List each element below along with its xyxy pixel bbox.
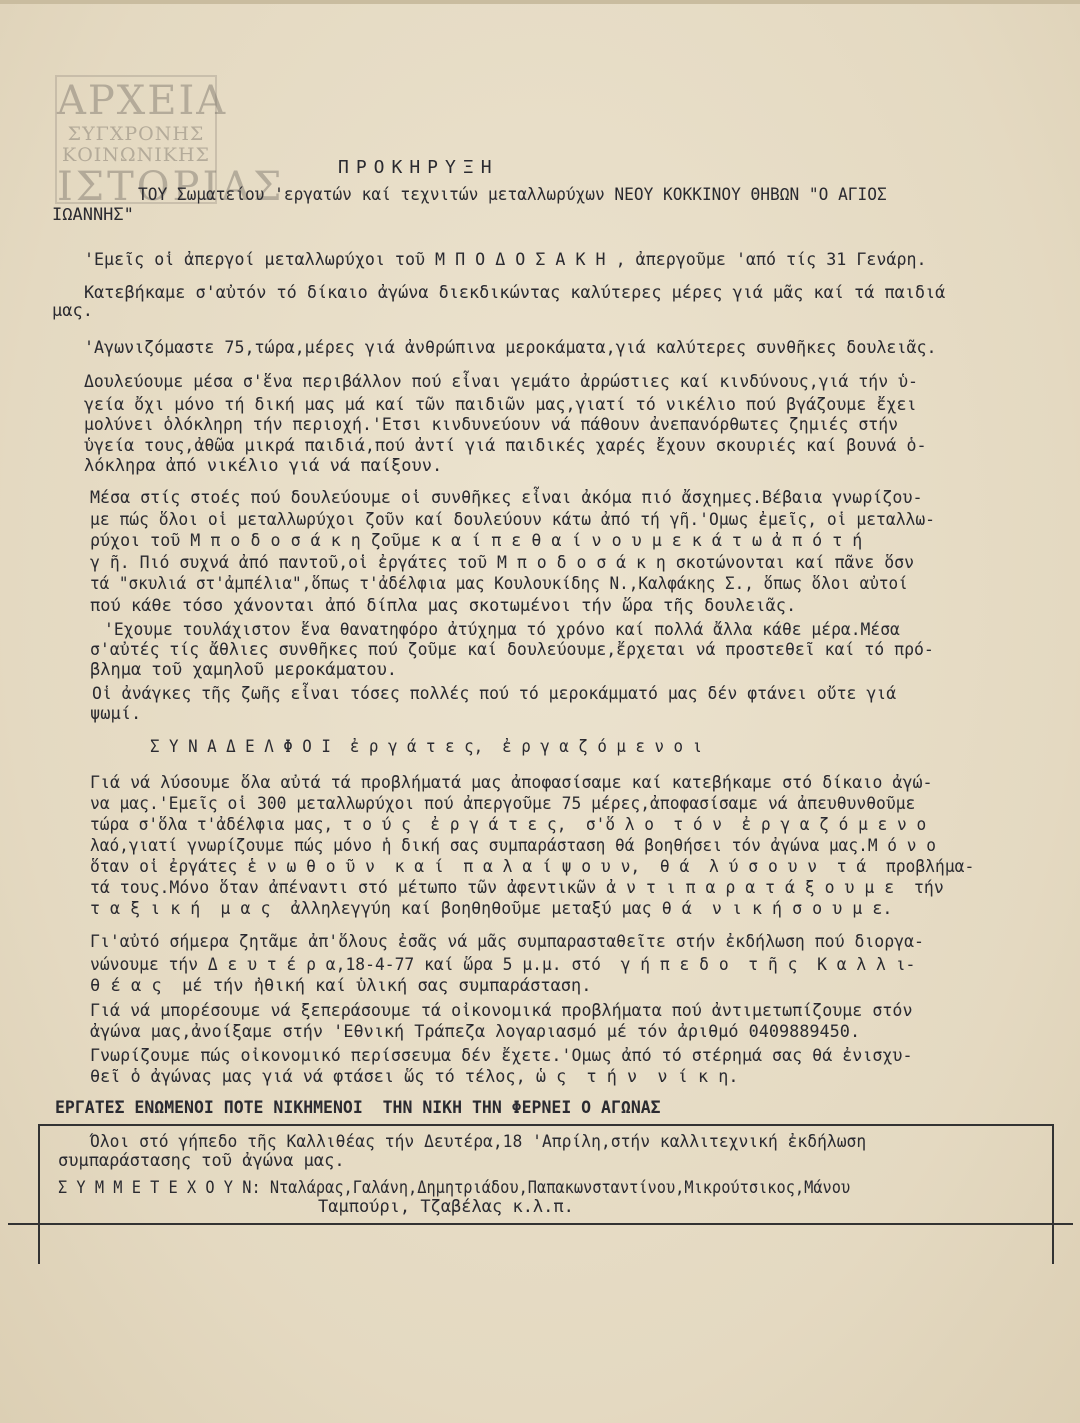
body-line: Γιά νά λύσουμε ὅλα αὐτά τά προβλήματά μας ἀποφασίσαμε καί κατεβήκαμε στό δίκαιο ἀγώ- bbox=[90, 773, 933, 793]
subtitle-line-1: ΤΟΥ Σωματείου 'εργατών καί τεχνιτών μεταλλωρύχων ΝΕΟΥ ΚΟΚΚΙΝΟΥ ΘΗΒΩΝ "Ο ΑΓΙΟΣ bbox=[138, 185, 887, 205]
body-line: μολύνει ὁλόκληρη τήν περιοχή.'Ετσι κινδυνεύουν νά πάθουν ἀνεπανόρθωτες ζημιές στήν bbox=[84, 415, 899, 435]
watermark-line-3: ΚΟΙΝΩΝΙΚΗΣ bbox=[62, 144, 210, 166]
announcement-rule bbox=[8, 1223, 1073, 1225]
body-line: σ'αὐτές τίς ἄθλιες συνθῆκες πού ζοῦμε καί δουλεύουμε,ἔρχεται νά προστεθεῖ καί τό πρό- bbox=[90, 640, 934, 660]
body-line: Οἱ ἀνάγκες τῆς ζωῆς εἶναι τόσες πολλές πού τό μεροκάμματό μας δέν φτάνει οὔτε γιά bbox=[92, 684, 897, 704]
body-line: τά τους.Μόνο ὅταν ἀπέναντι στό μέτωπο τῶν ἀφεντικῶν ἀ ν τ ι π α ρ α τ ά ξ ο υ μ ε τήν bbox=[90, 878, 944, 898]
body-line: Μέσα στίς στοές πού δουλεύουμε οἱ συνθῆκες εἶναι ἀκόμα πιό ἄσχημες.Βέβαια γνωρίζου- bbox=[90, 488, 923, 508]
announcement-line-1: Όλοι στό γήπεδο τῆς Καλλιθέας τήν Δευτέρα,18 'Απρίλη,στήν καλλιτεχνική ἐκδήλωση bbox=[90, 1132, 867, 1152]
body-line: Γι'αὐτό σήμερα ζητᾶμε ἀπ'ὅλους ἐσᾶς νά μᾶς συμπαρασταθεῖτε στήν ἐκδήλωση πού διοργα- bbox=[90, 932, 924, 952]
body-line: νώνουμε τήν Δ ε υ τ έ ρ α,18-4-77 καί ὥρα 5 μ.μ. στό γ ή π ε δ ο τ ῆ ς Κ α λ λ ι- bbox=[90, 955, 916, 975]
slogan: ΕΡΓΑΤΕΣ ΕΝΩΜΕΝΟΙ ΠΟΤΕ ΝΙΚΗΜΕΝΟΙ ΤΗΝ ΝΙΚΗ ΤΗΝ ΦΕΡΝΕΙ Ο ΑΓΩΝΑΣ bbox=[55, 1098, 661, 1118]
body-line: ὑγεία τους,ἀθῶα μικρά παιδιά,πού ἀντί γιά παιδικές χαρές ἔχουν σκουριές καί βουνά ὁ- bbox=[84, 436, 927, 456]
body-line: τά "σκυλιά στ'ἀμπέλια",ὅπως τ'ἀδέλφια μας Κουλουκίδης Ν.,Καλφάκης Σ., ὅπως ὅλοι αὐτοί bbox=[90, 574, 908, 594]
announcement-line-3: Σ Υ Μ Μ Ε Τ Ε Χ Ο Υ Ν: Νταλάρας,Γαλάνη,Δημητριάδου,Παπακωνσταντίνου,Μικρούτσικος,Μάνου bbox=[58, 1178, 851, 1198]
body-line: βλημα τοῦ χαμηλοῦ μεροκάματου. bbox=[90, 660, 398, 680]
body-line: λαό,γιατί γνωρίζουμε πώς μόνο ἡ δική σας συμπαράσταση θά βοηθήσει τόν ἀγώνα μας.Μ ό ν ο bbox=[90, 836, 936, 856]
page-edge bbox=[0, 0, 1080, 4]
body-line: ρύχοι τοῦ Μ π ο δ ο σ ά κ η ζοῦμε κ α ί π ε θ α ί ν ο υ μ ε κ ά τ ω ἀ π ό τ ή bbox=[90, 531, 863, 551]
body-line: θ έ α ς μέ τήν ἠθική καί ὑλική σας συμπαράσταση. bbox=[90, 976, 592, 996]
announcement-line-2: συμπαράστασης τοῦ ἀγώνα μας. bbox=[58, 1151, 345, 1171]
body-line: 'Αγωνιζόμαστε 75,τώρα,μέρες γιά ἀνθρώπινα μεροκάματα,γιά καλύτερες συνθῆκες δουλειᾶς. bbox=[84, 338, 937, 358]
watermark-line-1: ΑΡΧΕΙΑ bbox=[57, 78, 228, 124]
body-line: Γιά νά μπορέσουμε νά ξεπεράσουμε τά οἰκονομικά προβλήματα πού ἀντιμετωπίζουμε στόν bbox=[90, 1001, 913, 1021]
subtitle-line-2: ΙΩΑΝΝΗΣ" bbox=[52, 205, 134, 225]
body-line: ψωμί. bbox=[90, 704, 142, 724]
body-line: 'Εμεῖς οἱ ἀπεργοί μεταλλωρύχοι τοῦ Μ Π Ο Δ Ο Σ Α Κ Η , ἀπεργοῦμε 'από τίς 31 Γενάρη. bbox=[84, 250, 927, 270]
body-line: μας. bbox=[52, 301, 93, 321]
body-line: θεῖ ὁ ἀγώνας μας γιά νά φτάσει ὥς τό τέλος, ὡ ς τ ή ν ν ί κ η. bbox=[90, 1067, 739, 1087]
document-title: ΠΡΟΚΗΡΥΞΗ bbox=[338, 157, 499, 178]
body-line: 'Εχουμε τουλάχιστον ἕνα θανατηφόρο ἀτύχημα τό χρόνο καί πολλά ἄλλα κάθε μέρα.Μέσα bbox=[104, 620, 900, 640]
section-heading: Σ Υ Ν Α Δ Ε Λ Φ Ο Ι ἐ ρ γ ά τ ε ς, ἐ ρ γ α ζ ό μ ε ν ο ι bbox=[150, 737, 703, 757]
body-line: τ α ξ ι κ ή μ α ς ἀλληλεγγύη καί βοηθηθοῦμε μεταξύ μας θ ά ν ι κ ή σ ο υ μ ε. bbox=[90, 899, 893, 919]
body-line: με πώς ὅλοι οἱ μεταλλωρύχοι ζοῦν καί δουλεύουν κάτω ἀπό τή γῆ.'Ομως ἐμεῖς, οἱ μεταλλω- bbox=[90, 510, 935, 530]
announcement-line-4: Ταμπούρι, Τζαβέλας κ.λ.π. bbox=[318, 1197, 574, 1217]
body-line: Γνωρίζουμε πώς οἰκονομικό περίσσευμα δέν ἔχετε.'Ομως ἀπό τό στέρημά σας θά ἐνισχυ- bbox=[90, 1046, 913, 1066]
body-line: πού κάθε τόσο χάνονται ἀπό δίπλα μας σκοτωμένοι τήν ὥρα τῆς δουλειᾶς. bbox=[90, 596, 797, 616]
watermark-line-4: ΙΣΤΟΡΙΑΣ bbox=[57, 164, 285, 210]
body-line: ἀγώνα μας,ἀνοίξαμε στήν 'Εθνική Τράπεζα λογαριασμό μέ τόν ἀριθμό 0409889450. bbox=[90, 1022, 861, 1042]
body-line: γ ῆ. Πιό συχνά ἀπό παντοῦ,οἱ ἐργάτες τοῦ Μ π ο δ ο σ ά κ η σκοτώνονται καί πᾶνε ὅσν bbox=[90, 553, 915, 573]
body-line: τώρα σ'ὅλα τ'ἀδέλφια μας, τ ο ύ ς ἐ ρ γ ά τ ε ς, σ'ὅ λ ο τ ό ν ἐ ρ γ α ζ ό μ ε ν ο bbox=[90, 815, 927, 835]
body-line: Δουλεύουμε μέσα σ'ἕνα περιβάλλον πού εἶναι γεμάτο ἀρρώστιες καί κινδύνους,γιά τήν ὑ- bbox=[84, 372, 918, 392]
body-line: να μας.'Εμεῖς οἱ 300 μεταλλωρύχοι πού ἀπεργοῦμε 75 μέρες,ἀποφασίσαμε νά ἀπευθυνθοῦμε bbox=[90, 794, 916, 814]
body-line: ὅταν οἱ ἐργάτες ἑ ν ω θ ο ῦ ν κ α ί π α λ α ί ψ ο υ ν, θ ά λ ύ σ ο υ ν τ ά προβλήμα- bbox=[90, 857, 975, 877]
body-line: γεία ὄχι μόνο τή δική μας μά καί τῶν παιδιῶν μας,γιατί τό νικέλιο πού βγάζουμε ἔχει bbox=[84, 395, 917, 415]
watermark-line-2: ΣΥΓΧΡΟΝΗΣ bbox=[67, 123, 205, 145]
body-line: λόκληρα ἀπό νικέλιο γιά νά παίξουν. bbox=[84, 456, 443, 476]
body-line: Κατεβήκαμε σ'αὐτόν τό δίκαιο ἀγώνα διεκδικώντας καλύτερες μέρες γιά μᾶς καί τά παιδιά bbox=[84, 283, 946, 303]
